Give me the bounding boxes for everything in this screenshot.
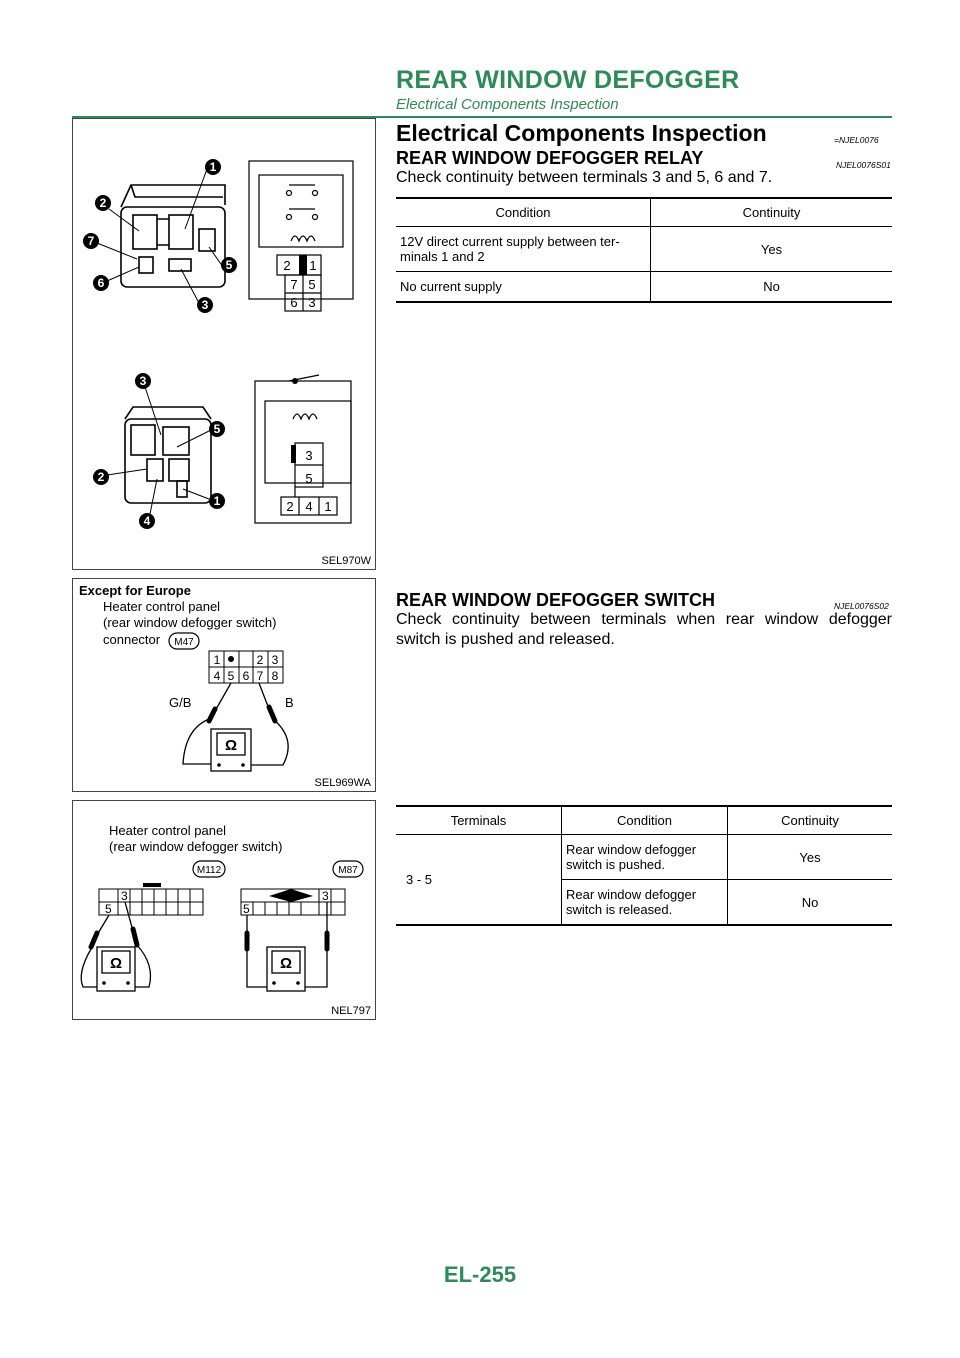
switch-figure-connectors [72, 800, 376, 1020]
table-row [396, 272, 892, 303]
pin-6: 6 [242, 669, 250, 683]
m87-pin-5: 5 [243, 902, 250, 916]
relay-col-continuity: Continuity [651, 198, 893, 227]
header-title: REAR WINDOW DEFOGGER [396, 66, 740, 94]
relay-row1-continuity: Yes [651, 227, 893, 272]
switch-ref: NJEL0076S02 [834, 601, 889, 611]
page-number: EL-255 [443, 1262, 517, 1287]
callout-top-3: 3 [201, 298, 209, 312]
relay-row2-condition: No current supply [396, 272, 651, 303]
callout-top-7: 7 [87, 234, 95, 248]
connector-m112: M112 [196, 865, 222, 876]
fig2-heading: Except for Europe [79, 583, 191, 598]
callout-bottom-5: 5 [213, 422, 221, 436]
switch-col-continuity: Continuity [728, 806, 893, 835]
relay-diagram [73, 119, 375, 569]
switch-row1-continuity: Yes [728, 835, 893, 880]
figure-label-sel969wa: SEL969WA [314, 777, 371, 789]
m112-pin-5: 5 [105, 902, 112, 916]
header-subtitle: Electrical Components Inspection [396, 96, 619, 113]
table-row [396, 227, 892, 272]
callout-bottom-4: 4 [143, 514, 151, 528]
bottom-terminal-1: 1 [324, 499, 332, 514]
callout-bottom-1: 1 [213, 494, 221, 508]
relay-text: Check continuity between terminals 3 and 5, 6 and 7. [396, 169, 773, 186]
connector-m87: M87 [338, 865, 358, 876]
wire-b: B [285, 695, 294, 710]
pin-8: 8 [271, 669, 279, 683]
fig3-line2: (rear window defogger switch) [109, 839, 283, 854]
pin-5: 5 [227, 669, 235, 683]
switch-col-terminals: Terminals [396, 806, 562, 835]
switch-row2-condition: Rear window defogger switch is released. [562, 880, 728, 926]
relay-figure [72, 118, 376, 570]
pin-7: 7 [256, 669, 264, 683]
ohmmeter-icon: Ω [224, 737, 238, 754]
bottom-terminal-4: 4 [305, 499, 313, 514]
switch-col-condition: Condition [562, 806, 728, 835]
relay-table [396, 197, 892, 303]
ohmmeter-icon-right: Ω [279, 955, 293, 972]
callout-top-1: 1 [209, 160, 217, 174]
terminal-1: 1 [309, 258, 317, 273]
terminal-6: 6 [290, 295, 298, 310]
figure-label-sel970w: SEL970W [321, 555, 371, 567]
ohmmeter-icon-left: Ω [109, 955, 123, 972]
m112-pin-3: 3 [121, 889, 128, 903]
fig3-line1: Heater control panel [109, 823, 227, 838]
pin-1: 1 [213, 653, 221, 667]
relay-col-condition: Condition [396, 198, 651, 227]
callout-bottom-2: 2 [97, 470, 105, 484]
switch-text: Check continuity between terminals when rear window defogger switch is pushed and released. [396, 611, 892, 648]
section-ref: =NJEL0076 [834, 135, 879, 145]
bottom-terminal-5: 5 [305, 471, 313, 486]
bottom-terminal-2: 2 [286, 499, 294, 514]
callout-top-5: 5 [225, 258, 233, 272]
terminal-3: 3 [308, 295, 316, 310]
switch-figure-except-europe [72, 578, 376, 792]
callout-bottom-3: 3 [139, 374, 147, 388]
terminal-7: 7 [290, 277, 298, 292]
connector-m47: M47 [174, 637, 194, 648]
figure-label-nel797: NEL797 [331, 1005, 371, 1017]
switch-title: REAR WINDOW DEFOGGER SWITCH [396, 590, 715, 610]
pin-2: 2 [256, 653, 264, 667]
callout-top-6: 6 [97, 276, 105, 290]
callout-top-2: 2 [99, 196, 107, 210]
m87-pin-3: 3 [322, 889, 329, 903]
terminal-2: 2 [283, 258, 291, 273]
pin-3: 3 [271, 653, 279, 667]
switch-row2-continuity: No [728, 880, 893, 926]
relay-ref: NJEL0076S01 [836, 160, 891, 170]
table-row [396, 835, 892, 880]
relay-row1-condition: 12V direct current supply between ter- minals 1 and 2 [396, 227, 651, 272]
section-title: Electrical Components Inspection [396, 120, 767, 146]
switch-terminals-cell: 3 - 5 [396, 835, 562, 926]
fig2-line1: Heater control panel [103, 599, 221, 614]
wire-gb: G/B [169, 695, 192, 710]
fig2-line3: connector [103, 632, 161, 647]
relay-row2-continuity: No [651, 272, 893, 303]
terminal-5: 5 [308, 277, 316, 292]
switch-connector-diagram [73, 579, 375, 791]
fig2-line2: (rear window defogger switch) [103, 615, 277, 630]
switch-row1-condition: Rear window defogger switch is pushed. [562, 835, 728, 880]
relay-title: REAR WINDOW DEFOGGER RELAY [396, 148, 704, 168]
switch-table [396, 805, 892, 926]
switch-connectors-diagram [73, 801, 375, 1019]
pin-4: 4 [213, 669, 221, 683]
bottom-terminal-3: 3 [305, 448, 313, 463]
